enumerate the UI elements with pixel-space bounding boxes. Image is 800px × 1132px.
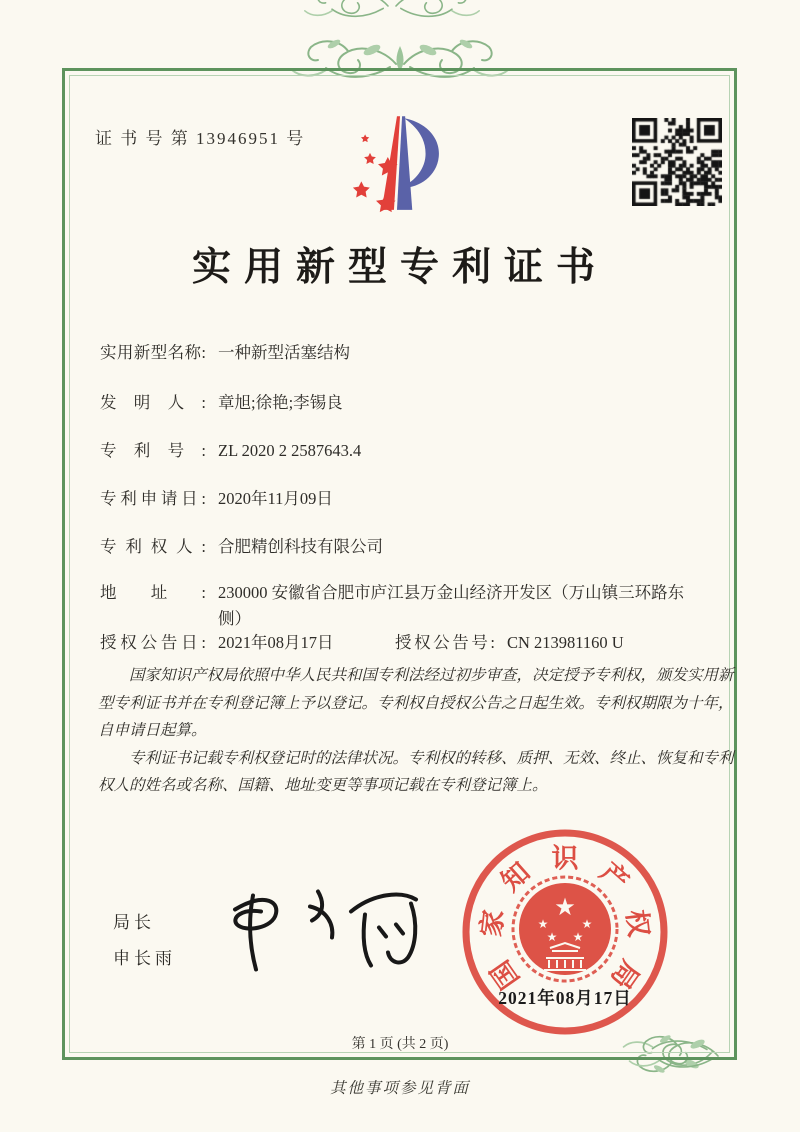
commissioner-name: 申长雨 (113, 949, 176, 968)
back-side-note: 其他事项参见背面 (329, 1080, 470, 1097)
field-label: 发明人: (100, 393, 206, 412)
legal-text (98, 662, 734, 800)
seal-char: 局 (605, 954, 646, 994)
field-label: 实用新型名称: (100, 343, 206, 362)
svg-text:★: ★ (537, 917, 549, 931)
field-value: ZL 2020 2 2587643.4 (218, 441, 362, 460)
field-row-address (100, 580, 734, 632)
field-value: 2021年08月17日 (218, 633, 334, 652)
field-label: 授权公告号: (395, 633, 495, 652)
commissioner-title: 局长 (113, 913, 155, 932)
page-number: 第 1 页 (共 2 页) (351, 1037, 449, 1052)
field-label: 专利申请日: (100, 489, 206, 508)
certificate-number: 证 书 号 第 13946951 号 (95, 129, 306, 148)
seal-char: 知 (496, 856, 537, 898)
seal-char: 国 (484, 954, 525, 994)
field-label: 专利权人: (100, 537, 206, 556)
field-value: 230000 安徽省合肥市庐江县万金山经济开发区（万山镇三环路东侧） (218, 583, 685, 628)
legal-paragraph-2: 专利证书记载专利权登记时的法律状况。专利权的转移、质押、无效、终止、恢复和专利权人的姓名或名称、国籍、地址变更等事项记载在专利登记簿上。 (98, 749, 734, 795)
field-value: 2020年11月09日 (218, 489, 333, 508)
svg-text:★: ★ (546, 930, 558, 944)
field-row-grant (100, 630, 734, 656)
field-value: 一种新型活塞结构 (218, 343, 350, 362)
field-row-patent-number (100, 438, 734, 464)
field-row-inventors (100, 390, 734, 416)
field-value: 合肥精创科技有限公司 (218, 537, 383, 556)
svg-text:★: ★ (554, 893, 576, 921)
field-value: 章旭;徐艳;李锡良 (218, 393, 343, 412)
certificate-title: 实用新型专利证书 (191, 246, 608, 289)
field-row-patentee (100, 534, 734, 560)
field-label: 专利号: (100, 441, 206, 460)
seal-char: 识 (551, 843, 579, 874)
seal-char: 家 (475, 908, 509, 939)
cnipa-official-seal (462, 829, 668, 1035)
seal-char: 产 (593, 856, 634, 898)
seal-date: 2021年08月17日 (498, 988, 632, 1008)
qr-code (632, 118, 722, 206)
cnipa-logo-icon (346, 104, 450, 216)
field-label: 地址: (100, 583, 206, 602)
field-row-name (100, 340, 734, 366)
svg-text:★: ★ (572, 930, 584, 944)
commissioner-signature-handwriting (215, 878, 430, 986)
svg-text:★: ★ (581, 917, 593, 931)
seal-char: 权 (621, 908, 655, 939)
field-row-filing-date (100, 486, 734, 512)
field-value: CN 213981160 U (507, 633, 624, 652)
field-label: 授权公告日: (100, 633, 206, 652)
legal-paragraph-1: 国家知识产权局依照中华人民共和国专利法经过初步审查，决定授予专利权，颁发实用新型专利证书并在专利登记簿上予以登记。专利权自授权公告之日起生效。专利权期限为十年，自申请日起算。 (98, 667, 734, 740)
